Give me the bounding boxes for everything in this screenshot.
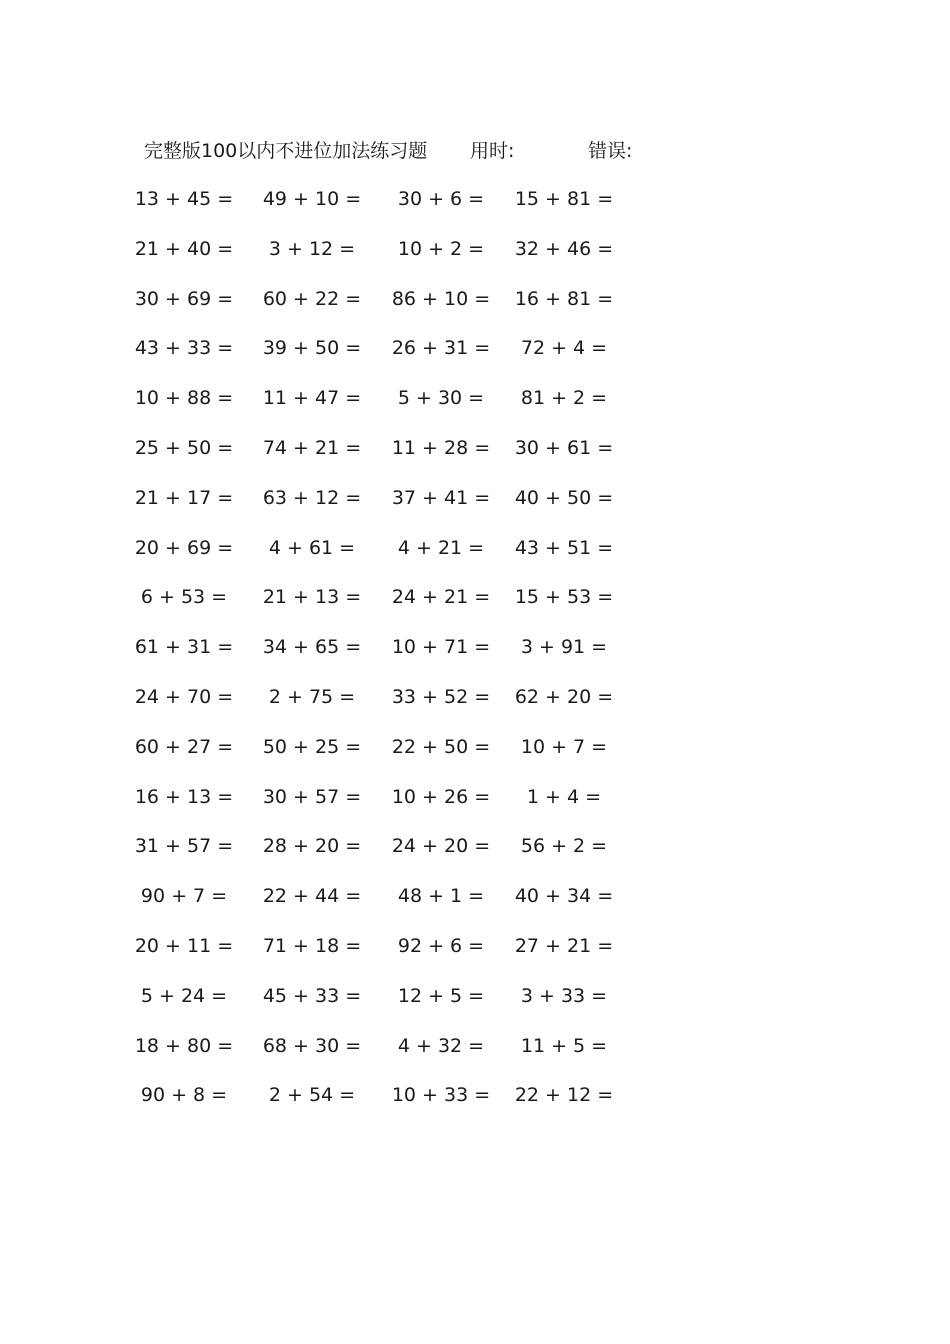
problem-cell: 60 + 22 = <box>262 287 362 310</box>
problem-cell: 20 + 69 = <box>134 536 234 559</box>
problem-cell: 40 + 34 = <box>514 885 614 908</box>
problem-cell: 4 + 32 = <box>397 1034 485 1057</box>
problem-cell: 27 + 21 = <box>514 934 614 957</box>
problem-cell: 20 + 11 = <box>134 934 234 957</box>
problem-cell: 31 + 57 = <box>134 835 234 858</box>
problem-row <box>0 334 950 384</box>
problem-cell: 3 + 33 = <box>520 984 608 1007</box>
problem-cell: 37 + 41 = <box>391 486 491 509</box>
problem-cell: 62 + 20 = <box>514 685 614 708</box>
problem-cell: 72 + 4 = <box>520 337 608 360</box>
problem-cell: 22 + 12 = <box>514 1084 614 1107</box>
problem-cell: 43 + 51 = <box>514 536 614 559</box>
worksheet-header <box>0 136 950 166</box>
problem-cell: 24 + 70 = <box>134 685 234 708</box>
problem-row <box>0 832 950 882</box>
problem-cell: 12 + 5 = <box>397 984 485 1007</box>
problem-cell: 2 + 75 = <box>268 685 356 708</box>
problem-cell: 21 + 17 = <box>134 486 234 509</box>
time-label: 用时: <box>470 140 515 162</box>
problem-cell: 21 + 40 = <box>134 237 234 260</box>
problem-cell: 39 + 50 = <box>262 337 362 360</box>
problem-cell: 48 + 1 = <box>397 885 485 908</box>
problem-row <box>0 285 950 335</box>
problem-cell: 56 + 2 = <box>520 835 608 858</box>
worksheet-title: 完整版100以内不进位加法练习题 <box>144 140 428 162</box>
problem-cell: 92 + 6 = <box>397 934 485 957</box>
problem-cell: 1 + 4 = <box>526 785 602 808</box>
problem-cell: 15 + 53 = <box>514 586 614 609</box>
problem-cell: 16 + 13 = <box>134 785 234 808</box>
problem-cell: 10 + 71 = <box>391 636 491 659</box>
problem-cell: 4 + 61 = <box>268 536 356 559</box>
problem-cell: 71 + 18 = <box>262 934 362 957</box>
problem-cell: 3 + 91 = <box>520 636 608 659</box>
problem-cell: 30 + 69 = <box>134 287 234 310</box>
problem-cell: 50 + 25 = <box>262 735 362 758</box>
problem-cell: 68 + 30 = <box>262 1034 362 1057</box>
problem-cell: 18 + 80 = <box>134 1034 234 1057</box>
problem-row <box>0 484 950 534</box>
problem-cell: 21 + 13 = <box>262 586 362 609</box>
problem-cell: 74 + 21 = <box>262 436 362 459</box>
problem-cell: 30 + 61 = <box>514 436 614 459</box>
problem-row <box>0 932 950 982</box>
error-label: 错误: <box>588 140 633 162</box>
problem-cell: 45 + 33 = <box>262 984 362 1007</box>
problem-grid <box>0 185 950 1131</box>
problem-cell: 22 + 50 = <box>391 735 491 758</box>
problem-cell: 2 + 54 = <box>268 1084 356 1107</box>
problem-cell: 10 + 2 = <box>397 237 485 260</box>
problem-cell: 30 + 6 = <box>397 188 485 210</box>
problem-cell: 63 + 12 = <box>262 486 362 509</box>
problem-row <box>0 384 950 434</box>
problem-cell: 11 + 47 = <box>262 387 362 410</box>
problem-cell: 15 + 81 = <box>514 188 614 210</box>
problem-row <box>0 683 950 733</box>
problem-cell: 90 + 7 = <box>140 885 228 908</box>
problem-cell: 28 + 20 = <box>262 835 362 858</box>
problem-cell: 10 + 88 = <box>134 387 234 410</box>
problem-cell: 10 + 33 = <box>391 1084 491 1107</box>
problem-cell: 49 + 10 = <box>262 188 362 210</box>
problem-row <box>0 733 950 783</box>
problem-cell: 32 + 46 = <box>514 237 614 260</box>
problem-row <box>0 534 950 584</box>
problem-row <box>0 882 950 932</box>
problem-row <box>0 235 950 285</box>
problem-cell: 43 + 33 = <box>134 337 234 360</box>
problem-cell: 25 + 50 = <box>134 436 234 459</box>
problem-cell: 34 + 65 = <box>262 636 362 659</box>
problem-cell: 5 + 30 = <box>397 387 485 410</box>
problem-cell: 30 + 57 = <box>262 785 362 808</box>
problem-cell: 40 + 50 = <box>514 486 614 509</box>
problem-cell: 6 + 53 = <box>140 586 228 609</box>
problem-row <box>0 982 950 1032</box>
problem-cell: 16 + 81 = <box>514 287 614 310</box>
problem-row <box>0 185 950 235</box>
problem-row <box>0 434 950 484</box>
problem-cell: 90 + 8 = <box>140 1084 228 1107</box>
problem-cell: 4 + 21 = <box>397 536 485 559</box>
problem-cell: 26 + 31 = <box>391 337 491 360</box>
problem-row <box>0 583 950 633</box>
problem-row <box>0 1081 950 1131</box>
problem-cell: 81 + 2 = <box>520 387 608 410</box>
problem-cell: 60 + 27 = <box>134 735 234 758</box>
problem-cell: 24 + 21 = <box>391 586 491 609</box>
problem-cell: 3 + 12 = <box>268 237 356 260</box>
problem-cell: 24 + 20 = <box>391 835 491 858</box>
problem-cell: 11 + 28 = <box>391 436 491 459</box>
problem-cell: 10 + 7 = <box>520 735 608 758</box>
problem-cell: 22 + 44 = <box>262 885 362 908</box>
problem-row <box>0 783 950 833</box>
problem-cell: 86 + 10 = <box>391 287 491 310</box>
problem-cell: 11 + 5 = <box>520 1034 608 1057</box>
problem-cell: 5 + 24 = <box>140 984 228 1007</box>
problem-cell: 61 + 31 = <box>134 636 234 659</box>
problem-row <box>0 633 950 683</box>
problem-cell: 10 + 26 = <box>391 785 491 808</box>
problem-cell: 33 + 52 = <box>391 685 491 708</box>
problem-cell: 13 + 45 = <box>134 188 234 210</box>
problem-row <box>0 1032 950 1082</box>
